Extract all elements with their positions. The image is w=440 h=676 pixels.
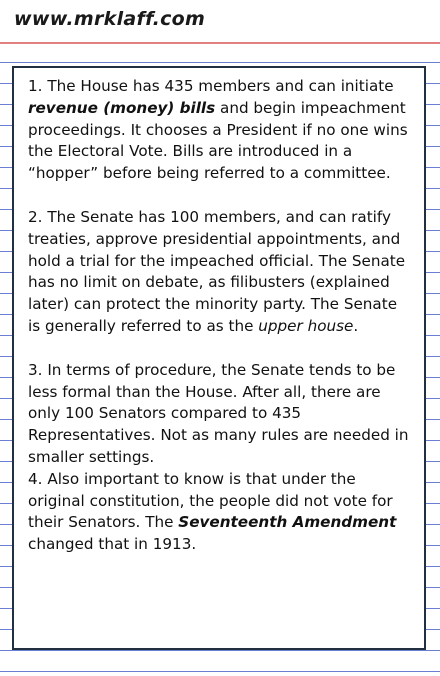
point-senate <box>28 207 412 338</box>
notes-card <box>12 66 426 650</box>
point-amendment <box>28 469 412 556</box>
paragraph-gap <box>28 338 412 360</box>
paragraph-gap <box>28 185 412 207</box>
page-header <box>0 0 440 42</box>
point-amendment-text-1: 4. Also important to know is that under the original constitution, the people did not vote for their Senators. The <box>28 469 393 532</box>
point-amendment-emphasis: Seventeenth Amendment <box>178 513 397 532</box>
point-procedure: 3. In terms of procedure, the Senate tends to be less formal than the House. After all, there are only 100 Senators compared to 435 Representatives. Not as many rules are needed in smaller settings. <box>28 360 409 466</box>
point-house-emphasis: revenue (money) bills <box>28 98 216 117</box>
point-senate-emphasis: upper house <box>258 316 354 335</box>
point-senate-text-2: . <box>353 316 359 335</box>
point-house-text-2: and begin impeachment proceedings. It chooses a President if no one wins the Electoral Vote. Bills are introduced in a “hopper” before being referred to a committee. <box>28 98 408 183</box>
point-senate-text-1: 2. The Senate has 100 members, and can ratify treaties, approve presidential appointments, and hold a trial for the impeached official. The Senate has no limit on debate, as filibusters (explained later) can protect the minority party. The Senate is generally referred to as the <box>28 207 406 335</box>
point-house <box>28 76 412 185</box>
point-amendment-text-2: changed that in 1913. <box>28 535 197 554</box>
header-divider <box>0 42 440 44</box>
point-house-text-1: 1. The House has 435 members and can initiate <box>28 77 394 95</box>
site-url: www.mrklaff.com <box>14 8 206 30</box>
